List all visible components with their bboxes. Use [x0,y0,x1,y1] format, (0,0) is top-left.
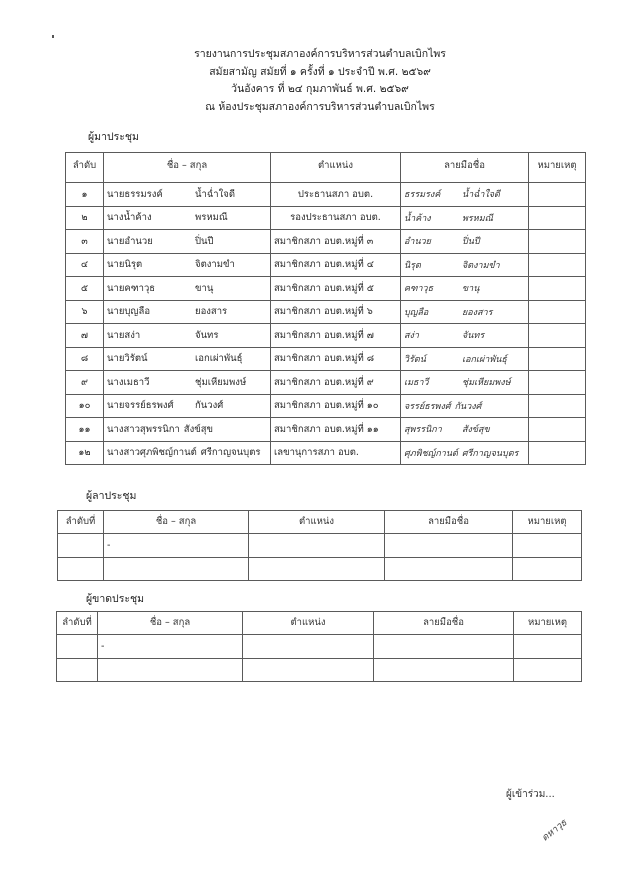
attendee-row [66,371,586,395]
position-cell: สมาชิกสภา อบต.หมู่ที่ ๕ [271,277,401,301]
signature-cell [401,300,529,324]
name-cell [104,418,271,442]
signature-first: นิรุต [404,260,421,271]
col-header-order: ลำดับที่ [58,511,104,534]
signature-first: สุพรรนิกา [404,425,442,436]
order-cell: ๕ [66,277,104,301]
first-name: นางเมธาวี [107,376,150,388]
signature-first: วิรัตน์ [404,354,426,365]
col-header-note: หมายเหตุ [513,511,582,534]
note-cell [529,394,586,418]
order-cell: ๒ [66,206,104,230]
name-cell [104,371,271,395]
note-cell [529,183,586,207]
order-cell: ๙ [66,371,104,395]
col-header-note: หมายเหตุ [529,153,586,183]
continuation-text: ผู้เข้าร่วม... [506,789,555,800]
signature-first: เมธาวี [404,378,429,389]
report-title: รายงานการประชุมสภาองค์การบริหารส่วนตำบลเบิกไพร [194,48,446,60]
signature-cell [401,441,529,465]
signature-first: จรรย์ธรพงศ์ [404,401,451,412]
position-cell [243,658,374,682]
name-cell [104,230,271,254]
signature-last: พรหมณี [462,213,493,224]
col-header-position: ตำแหน่ง [271,153,401,183]
last-name: ศรีกาญจนบุตร [200,447,261,459]
order-cell: ๗ [66,324,104,348]
order-cell: ๓ [66,230,104,254]
order-cell: ๔ [66,253,104,277]
signature-cell [401,206,529,230]
last-name: สังข์สุข [183,423,214,435]
order-cell: ๑๐ [66,394,104,418]
note-cell [529,324,586,348]
signature-cell [374,635,514,659]
note-cell [529,277,586,301]
col-header-position: ตำแหน่ง [249,511,385,534]
signature-first: คฑาวุธ [404,284,434,295]
absent-section-title: ผู้ขาดประชุม [86,593,145,605]
signature-last: ศรีกาญจนบุตร [461,448,519,459]
signature-cell [401,324,529,348]
last-name: น้ำฉ่ำใจดี [195,188,236,200]
name-cell [98,658,243,682]
position-cell: สมาชิกสภา อบต.หมู่ที่ ๙ [271,371,401,395]
name-cell [104,183,271,207]
last-name: ขานุ [195,282,214,294]
last-name: จิตงามขำ [195,259,235,271]
last-name: ยองสาร [195,306,228,318]
col-header-note: หมายเหตุ [514,612,582,635]
note-cell [529,371,586,395]
signature-cell [401,183,529,207]
col-header-signature: ลายมือชื่อ [401,153,529,183]
note-cell [529,206,586,230]
leave-row [58,557,582,581]
note-cell [514,635,582,659]
signature-last: เอกเผ่าพันธุ์ [462,354,507,365]
last-name: จันทร [195,329,219,341]
col-header-position: ตำแหน่ง [243,612,374,635]
handwritten-initials: ดหาวุธ [539,817,570,844]
order-cell: ๑๒ [66,441,104,465]
name-cell: - [104,534,249,558]
last-name: พรหมณี [195,212,228,224]
position-cell: สมาชิกสภา อบต.หมู่ที่ ๘ [271,347,401,371]
absent-row [57,658,582,682]
note-cell [529,418,586,442]
attendees-table [65,152,586,465]
attendees-header-row [66,153,586,183]
signature-cell [374,658,514,682]
meeting-venue: ณ ห้องประชุมสภาองค์การบริหารส่วนตำบลเบิกไพร [205,100,435,113]
note-cell [529,441,586,465]
leave-header-row [58,511,582,534]
last-name: ปิ่นปี [195,235,214,247]
attendees-section-title: ผู้มาประชุม [88,131,139,143]
signature-last: ยองสาร [462,307,493,318]
leave-table [57,510,582,581]
scan-speck [52,35,54,38]
attendee-row [66,206,586,230]
signature-last: สังข์สุข [462,425,490,436]
first-name: นายธรรมรงค์ [107,188,163,200]
attendee-row [66,347,586,371]
position-cell: รองประธานสภา อบต. [271,206,401,230]
position-cell: สมาชิกสภา อบต.หมู่ที่ ๓ [271,230,401,254]
position-cell: สมาชิกสภา อบต.หมู่ที่ ๔ [271,253,401,277]
note-cell [529,347,586,371]
signature-first: สง่า [404,331,419,342]
signature-last: น้ำฉ่ำใจดี [462,190,500,201]
note-cell [513,534,582,558]
attendee-row [66,230,586,254]
name-cell [104,324,271,348]
order-cell [57,635,98,659]
col-header-order: ลำดับที่ [57,612,98,635]
session-info: สมัยสามัญ สมัยที่ ๑ ครั้งที่ ๑ ประจำปี พ.ศ. ๒๕๖๙ [209,65,431,78]
attendee-row [66,418,586,442]
attendee-row [66,441,586,465]
name-cell [104,300,271,324]
name-cell [104,394,271,418]
first-name: นางสาวศุภพิชญ์กานต์ [107,447,197,459]
signature-cell [401,394,529,418]
signature-last: กันวงศ์ [454,401,482,412]
signature-last: จันทร [462,331,485,342]
last-name: เอกเผ่าพันธุ์ [195,353,243,365]
note-cell [513,557,582,581]
first-name: นายบุญลือ [107,306,151,318]
signature-first: บุญลือ [404,307,429,318]
first-name: นายคฑาวุธ [107,282,156,294]
last-name: กันวงศ์ [195,400,224,412]
name-cell: - [98,635,243,659]
name-cell [104,277,271,301]
report-header [150,46,490,116]
first-name: นางสาวสุพรรนิกา [107,423,180,435]
attendee-row [66,300,586,324]
absent-header-row [57,612,582,635]
col-header-name: ชื่อ – สกุล [98,612,243,635]
position-cell: สมาชิกสภา อบต.หมู่ที่ ๗ [271,324,401,348]
attendee-row [66,253,586,277]
position-cell [243,635,374,659]
note-cell [529,300,586,324]
attendee-row [66,324,586,348]
note-cell [529,230,586,254]
first-name: นายสง่า [107,329,141,341]
position-cell [249,534,385,558]
first-name: นายนิรุต [107,259,143,271]
order-cell [57,658,98,682]
attendee-row [66,183,586,207]
name-cell [104,206,271,230]
order-cell [58,534,104,558]
signature-last: จิตงามขำ [462,260,500,271]
signature-first: ศุภพิชญ์กานต์ [404,448,458,459]
leave-section-title: ผู้ลาประชุม [86,490,137,502]
col-header-signature: ลายมือชื่อ [385,511,513,534]
position-cell: สมาชิกสภา อบต.หมู่ที่ ๖ [271,300,401,324]
col-header-name: ชื่อ – สกุล [104,511,249,534]
signature-cell [401,347,529,371]
signature-last: ขานุ [462,284,480,295]
position-cell [249,557,385,581]
signature-cell [401,371,529,395]
signature-last: ชุ่มเหียมพงษ์ [462,378,511,389]
order-cell: ๑๑ [66,418,104,442]
meeting-date: วันอังคาร ที่ ๒๔ กุมภาพันธ์ พ.ศ. ๒๕๖๙ [231,83,409,95]
last-name: ชุ่มเหียมพงษ์ [195,376,247,388]
signature-cell [401,253,529,277]
first-name: นางน้ำค้าง [107,212,152,224]
signature-last: ปิ่นปี [462,237,480,248]
signature-first: ธรรมรงค์ [404,190,441,201]
signature-cell [401,277,529,301]
position-cell: สมาชิกสภา อบต.หมู่ที่ ๑๐ [271,394,401,418]
attendee-row [66,277,586,301]
name-cell [104,253,271,277]
signature-first: น้ำค้าง [404,213,431,224]
note-cell [529,253,586,277]
name-cell [104,347,271,371]
signature-cell [385,534,513,558]
order-cell [58,557,104,581]
col-header-signature: ลายมือชื่อ [374,612,514,635]
signature-first: อำนวย [404,237,431,248]
col-header-name: ชื่อ – สกุล [104,153,271,183]
order-cell: ๖ [66,300,104,324]
col-header-order: ลำดับ [66,153,104,183]
name-cell [104,557,249,581]
signature-cell [401,418,529,442]
order-cell: ๑ [66,183,104,207]
position-cell: สมาชิกสภา อบต.หมู่ที่ ๑๑ [271,418,401,442]
order-cell: ๘ [66,347,104,371]
first-name: นายอำนวย [107,235,153,247]
first-name: นายวิรัตน์ [107,353,148,365]
leave-row [58,534,582,558]
position-cell: เลขานุการสภา อบต. [271,441,401,465]
signature-cell [385,557,513,581]
signature-cell [401,230,529,254]
position-cell: ประธานสภา อบต. [271,183,401,207]
first-name: นายจรรย์ธรพงศ์ [107,400,174,412]
note-cell [514,658,582,682]
attendee-row [66,394,586,418]
name-cell [104,441,271,465]
absent-table [56,611,582,682]
absent-row [57,635,582,659]
